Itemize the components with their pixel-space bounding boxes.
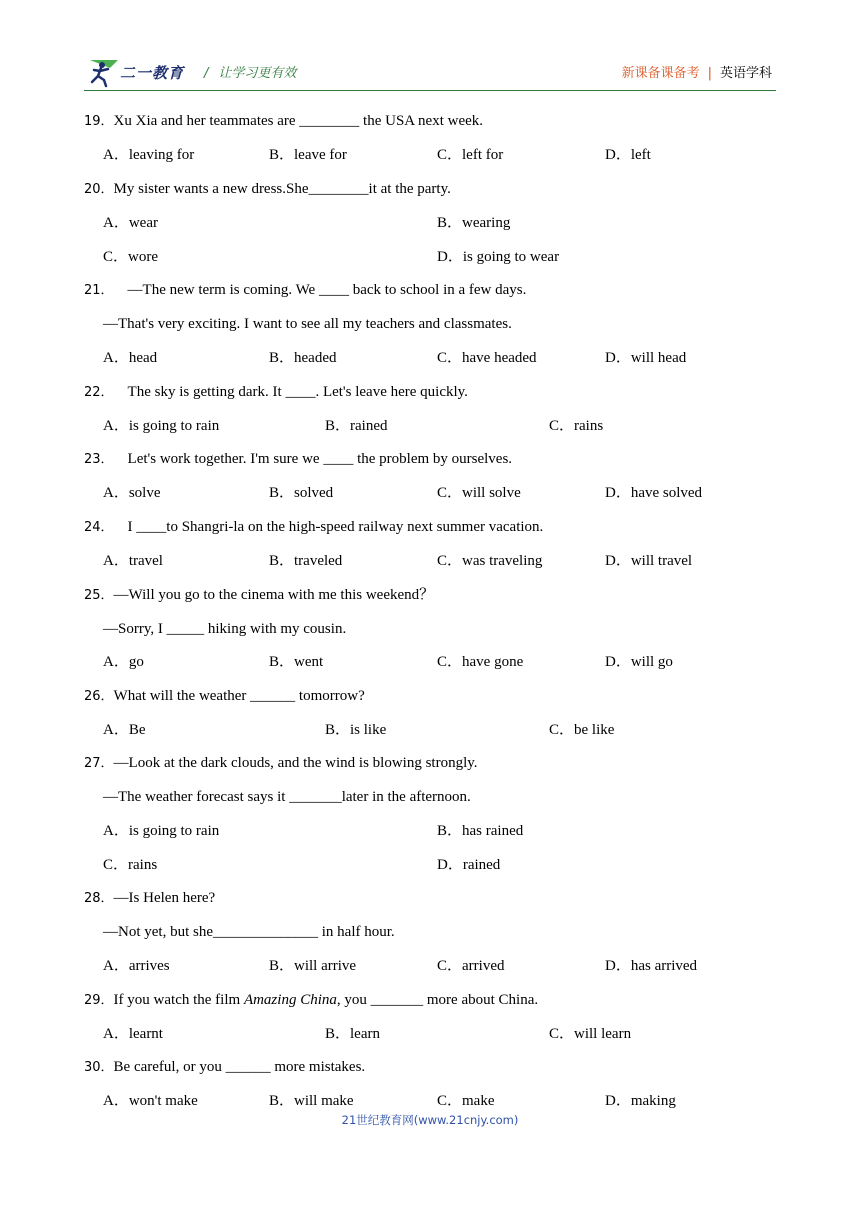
answer-blank: _____ — [166, 621, 205, 637]
answer-blank: _______ — [370, 992, 424, 1008]
option: A．Be — [103, 722, 146, 738]
option: B．will arrive — [269, 958, 357, 974]
question-number: 23． — [84, 452, 114, 467]
question-text: Xu Xia and her teammates are — [113, 113, 300, 129]
page-footer[interactable]: 21世纪教育网(www.21cnjy.com) — [341, 1113, 519, 1127]
option: D．has arrived — [605, 958, 698, 974]
option: A．travel — [103, 553, 163, 569]
option: B．traveled — [269, 553, 343, 569]
answer-blank: ________ — [299, 113, 360, 129]
question-25-stem — [84, 585, 434, 605]
option: C．was traveling — [437, 553, 543, 569]
option: B．rained — [325, 418, 388, 434]
option: C．have headed — [437, 350, 537, 366]
question-20-stem — [84, 179, 451, 199]
option: B．will make — [269, 1093, 354, 1109]
option: D．will head — [605, 350, 687, 366]
slogan — [204, 62, 296, 81]
question-19-stem — [84, 111, 483, 131]
question-text: What will the weather — [113, 688, 251, 704]
question-text: —The new term is coming. We — [127, 282, 319, 298]
option: A．won't make — [103, 1093, 198, 1109]
answer-blank: ______ — [250, 688, 296, 704]
question-28-stem — [84, 888, 215, 908]
question-22-stem — [84, 382, 468, 402]
question-29-stem — [84, 990, 538, 1010]
question-number: 26． — [84, 689, 114, 704]
question-number: 21． — [84, 283, 114, 298]
option: A．head — [103, 350, 158, 366]
header-course-info — [622, 62, 772, 81]
option: B．solved — [269, 485, 334, 501]
option: D．making — [605, 1093, 676, 1109]
option: A．wear — [103, 215, 158, 231]
option: D．have solved — [605, 485, 703, 501]
option: D．will travel — [605, 553, 693, 569]
option: B．learn — [325, 1026, 380, 1042]
option: B．leave for — [269, 147, 347, 163]
question-text: back to school in a few days. — [348, 282, 527, 298]
answer-blank: ________ — [308, 181, 369, 197]
question-number: 25． — [84, 588, 114, 603]
question-24-stem — [84, 517, 543, 537]
question-text: later in the afternoon. — [341, 789, 471, 805]
question-number: 27． — [84, 756, 114, 771]
question-text: to Shangri-la on the high-speed railway next summer vacation. — [166, 519, 544, 535]
option: C．rains — [549, 418, 604, 434]
option: A．learnt — [103, 1026, 163, 1042]
question-text: —Sorry, I — [103, 621, 167, 637]
question-text: My sister wants a new dress.She — [113, 181, 309, 197]
question-number: 29． — [84, 993, 114, 1008]
answer-blank: ______________ — [213, 924, 318, 940]
question-text: The sky is getting dark. It — [127, 384, 286, 400]
question-text: it at the party. — [368, 181, 451, 197]
page-header — [0, 0, 860, 100]
question-text: the USA next week. — [359, 113, 484, 129]
option: C．make — [437, 1093, 495, 1109]
option: A．is going to rain — [103, 418, 220, 434]
question-21-line2: —That's very exciting. I want to see all my teachers and classmates. — [103, 316, 512, 332]
question-number: 22． — [84, 385, 114, 400]
question-text: Be careful, or you — [113, 1059, 226, 1075]
header-separator: | — [707, 66, 712, 81]
question-number: 30． — [84, 1060, 114, 1075]
option: B．has rained — [437, 823, 524, 839]
question-number: 28． — [84, 891, 114, 906]
option: C．will learn — [549, 1026, 632, 1042]
question-23-stem — [84, 449, 512, 469]
question-text: in half hour. — [318, 924, 395, 940]
brand-logo — [84, 56, 194, 88]
slogan-text: 让学习更有效 — [218, 66, 297, 81]
question-text: the problem by ourselves. — [353, 451, 513, 467]
film-title: Amazing China — [243, 992, 337, 1008]
question-number: 20． — [84, 182, 114, 197]
option: A．solve — [103, 485, 161, 501]
question-text: —Look at the dark clouds, and the wind is blowing strongly. — [113, 755, 478, 771]
option: D．left — [605, 147, 651, 163]
answer-blank: ____ — [285, 384, 316, 400]
option: C．arrived — [437, 958, 505, 974]
option: B．is like — [325, 722, 387, 738]
header-divider — [84, 90, 776, 91]
question-28-line2 — [103, 922, 395, 942]
question-21-stem — [84, 280, 526, 300]
answer-blank: ____ — [318, 282, 349, 298]
option: C．have gone — [437, 654, 524, 670]
option: D．is going to wear — [437, 249, 560, 265]
answer-blank: ____ — [136, 519, 167, 535]
option: D．rained — [437, 857, 501, 873]
slogan-slash: / — [204, 66, 209, 81]
question-25-line2 — [103, 619, 346, 639]
question-text: . Let's leave here quickly. — [315, 384, 468, 400]
question-30-stem — [84, 1057, 365, 1077]
question-text: —The weather forecast says it — [103, 789, 290, 805]
question-text: I — [127, 519, 137, 535]
question-text: , you — [336, 992, 371, 1008]
runner-logo-icon — [84, 56, 124, 88]
option: B．headed — [269, 350, 337, 366]
question-number: 19． — [84, 114, 114, 129]
option: C．left for — [437, 147, 504, 163]
subject-label: 英语学科 — [719, 66, 772, 81]
question-text: tomorrow? — [295, 688, 365, 704]
option: D．will go — [605, 654, 673, 670]
option: C．will solve — [437, 485, 521, 501]
question-text: Let's work together. I'm sure we — [127, 451, 324, 467]
question-text: more about China. — [423, 992, 539, 1008]
option: A．is going to rain — [103, 823, 220, 839]
question-text: —Not yet, but she — [103, 924, 213, 940]
question-text: more mistakes. — [270, 1059, 366, 1075]
question-text: If you watch the film — [113, 992, 244, 1008]
question-27-stem — [84, 753, 478, 773]
answer-blank: ____ — [323, 451, 354, 467]
option: A．leaving for — [103, 147, 195, 163]
option: C．rains — [103, 857, 158, 873]
option: A．go — [103, 654, 144, 670]
answer-blank: _______ — [289, 789, 342, 805]
course-label: 新课备课备考 — [621, 66, 700, 81]
question-27-line2 — [103, 787, 471, 807]
question-26-stem — [84, 686, 365, 706]
answer-blank: ______ — [225, 1059, 271, 1075]
question-text: —Will you go to the cinema with me this weekend？ — [113, 587, 435, 603]
option: C．be like — [549, 722, 615, 738]
option: A．arrives — [103, 958, 170, 974]
question-number: 24． — [84, 520, 114, 535]
question-text: —Is Helen here? — [113, 890, 216, 906]
option: B．wearing — [437, 215, 511, 231]
logo-text: 二一教育 — [120, 64, 185, 82]
option: C．wore — [103, 249, 158, 265]
question-text: hiking with my cousin. — [204, 621, 347, 637]
option: B．went — [269, 654, 324, 670]
